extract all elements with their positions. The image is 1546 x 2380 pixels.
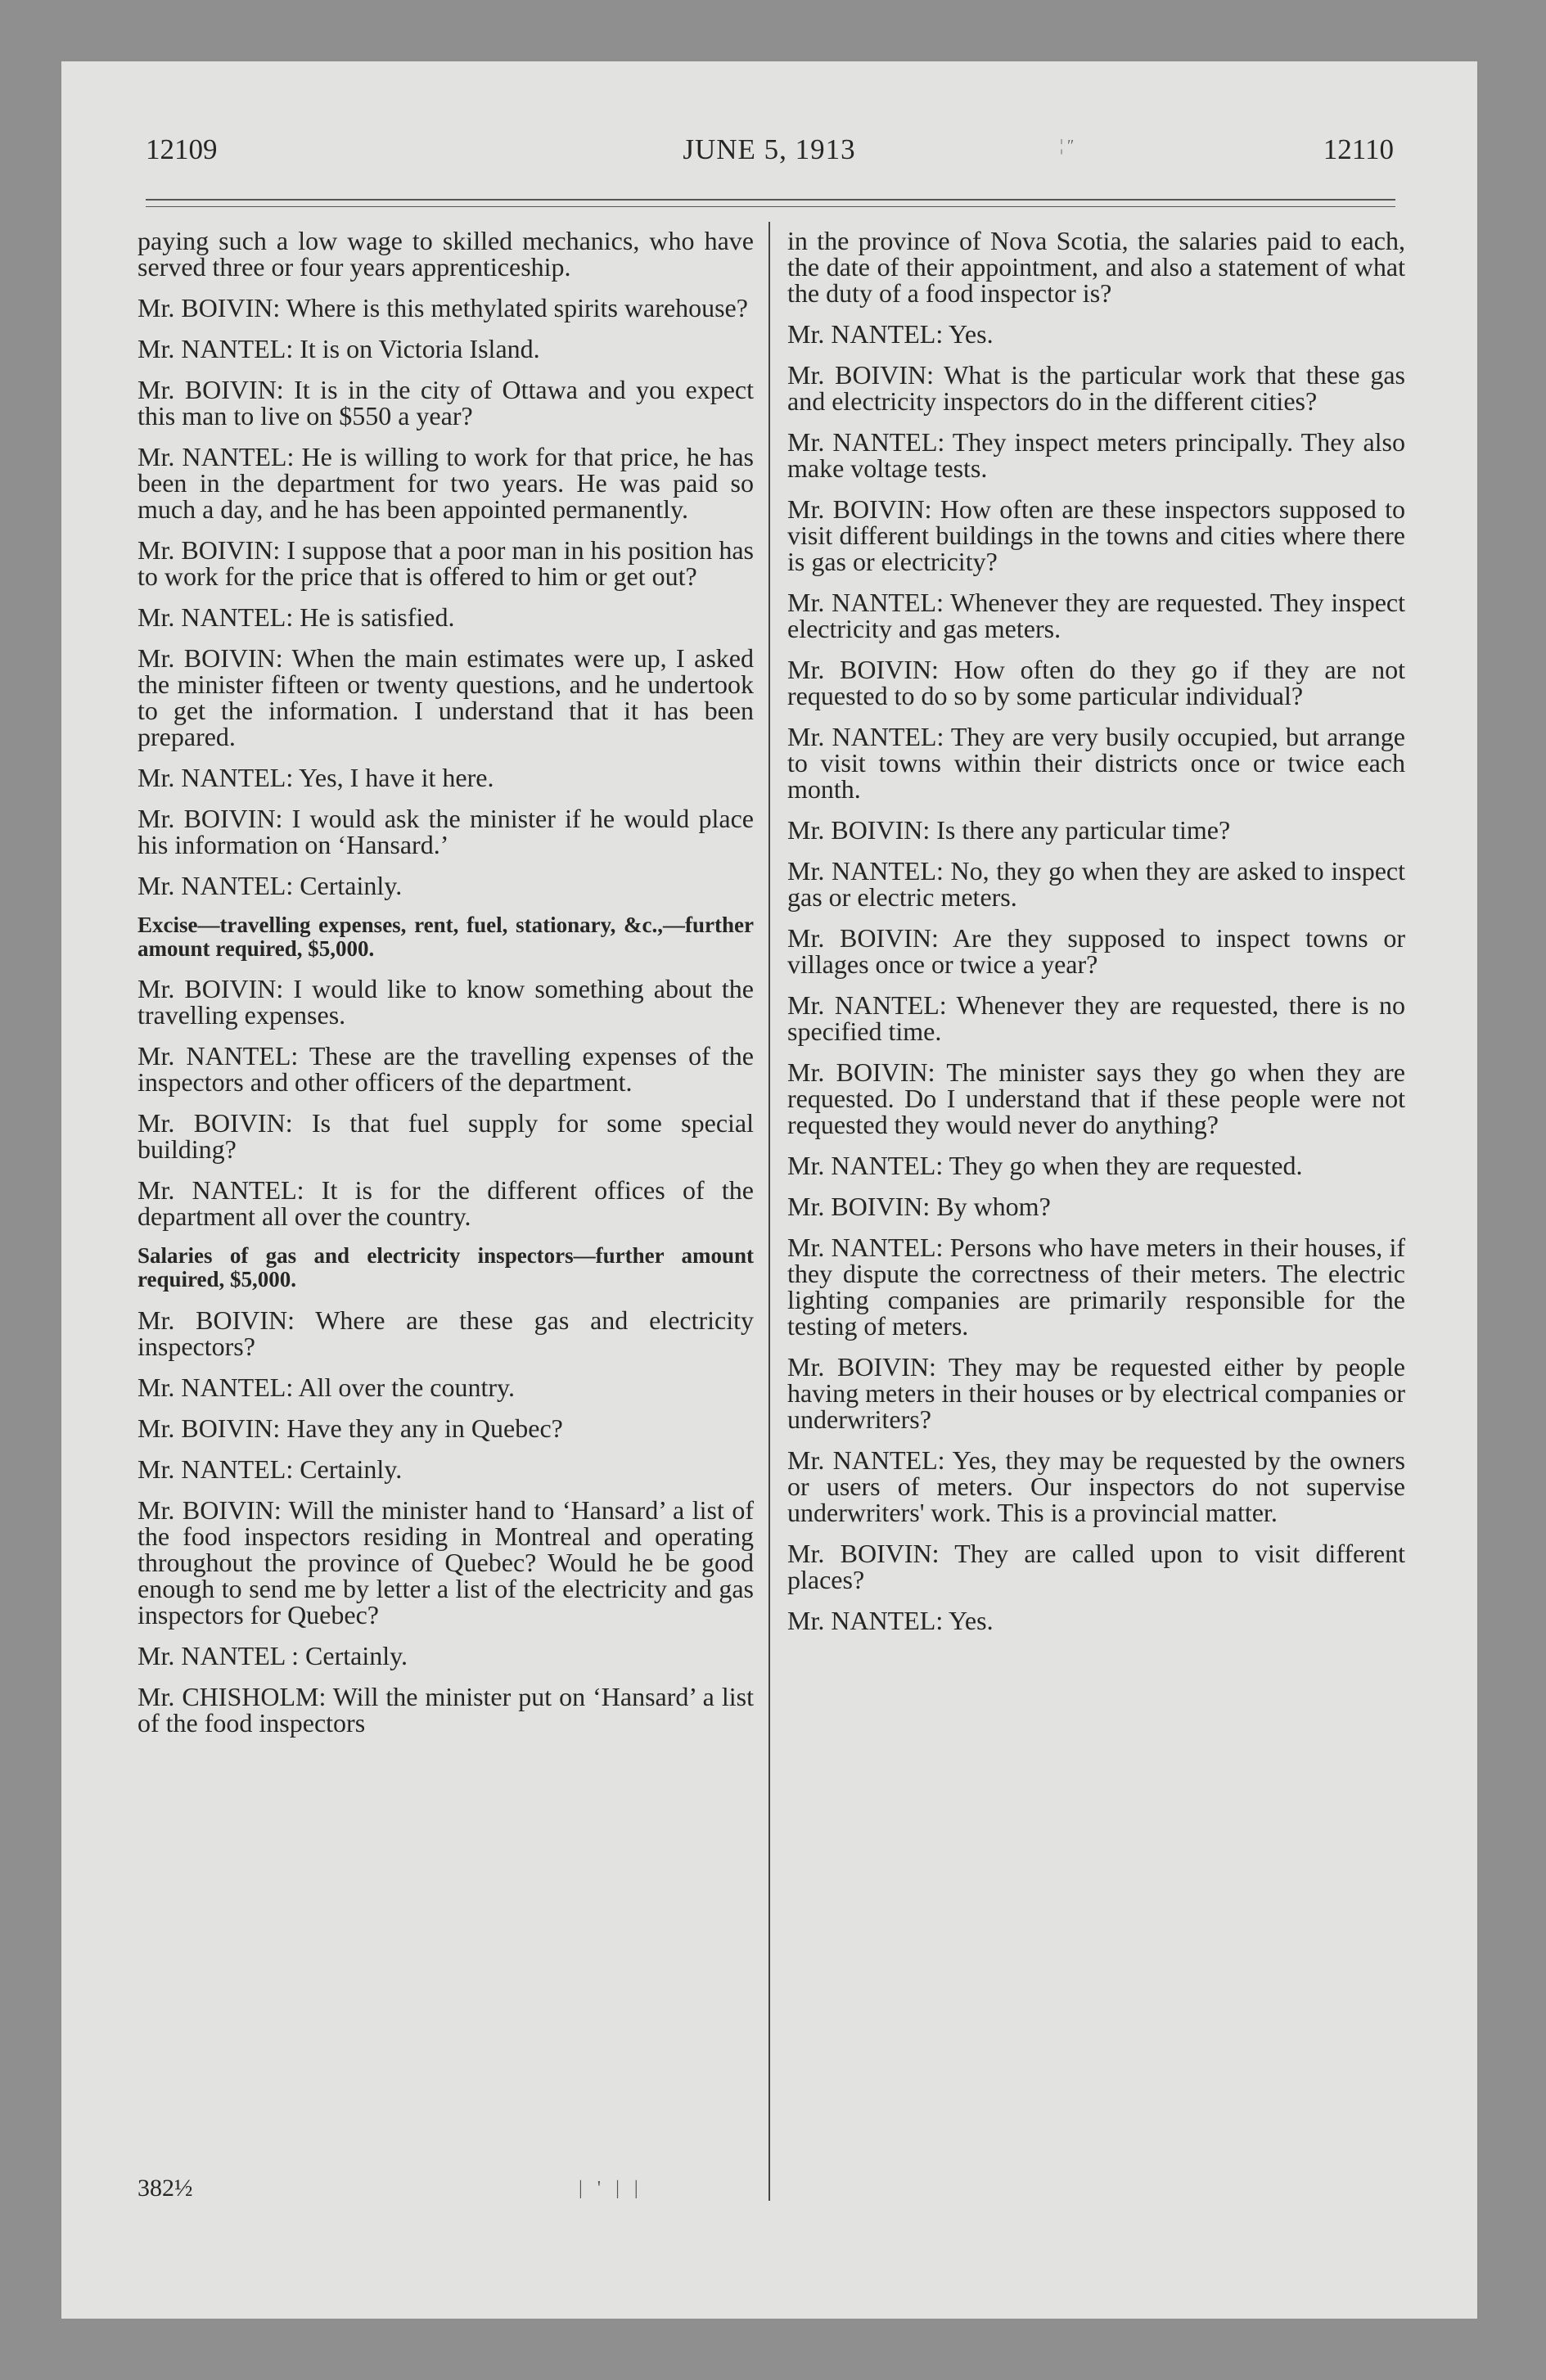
speech-paragraph: Mr. BOIVIN: What is the particular work that these gas and electricity inspectors do in the different cities? <box>787 360 1405 416</box>
speech-paragraph: Mr. NANTEL: They are very busily occupied, but arrange to visit towns within their districts once or twice each month. <box>787 722 1405 804</box>
speech-paragraph: Mr. NANTEL: Yes, I have it here. <box>137 763 494 792</box>
speech-paragraph: Mr. BOIVIN: Is there any particular time? <box>787 815 1231 845</box>
speech-paragraph: Mr. NANTEL: Certainly. <box>137 1454 403 1484</box>
speech-paragraph: Mr. NANTEL: Yes. <box>787 1606 994 1635</box>
speech-paragraph: Mr. NANTEL : Certainly. <box>137 1640 408 1670</box>
page-header <box>61 133 1477 183</box>
speech-paragraph: Mr. BOIVIN: They may be requested either by people having meters in their houses or by electrical companies or underwriters? <box>787 1352 1405 1434</box>
speech-paragraph: Mr. NANTEL: All over the country. <box>137 1372 515 1402</box>
speech-paragraph: Mr. NANTEL: He is willing to work for that price, he has been in the department for two years. He was paid so much a day, and he has been appointed permanently. <box>137 442 754 524</box>
speech-paragraph: Mr. BOIVIN: How often do they go if they are not requested to do so by some particular individual? <box>787 655 1405 710</box>
page-date: JUNE 5, 1913 <box>683 133 856 165</box>
speech-paragraph: Mr. BOIVIN: I would ask the minister if he would place his information on ‘Hansard.’ <box>137 804 754 859</box>
speech-paragraph: Mr. BOIVIN: When the main estimates were up, I asked the minister fifteen or twenty questions, and he undertook to get the information. I understand that it has been prepared. <box>137 643 754 751</box>
item-heading: Salaries of gas and electricity inspectors—further amount required, $5,000. <box>137 1243 754 1292</box>
speech-paragraph: Mr. NANTEL: Whenever they are requested. They inspect electricity and gas meters. <box>787 588 1405 643</box>
signature-mark: 382½ <box>137 2175 193 2202</box>
speech-paragraph: Mr. BOIVIN: Will the minister hand to ‘Hansard’ a list of the food inspectors residing in Montreal and operating throughout the province of Quebec? Would he be good enough to send me by letter a list of the electricity and gas inspectors for Quebec? <box>137 1494 754 1629</box>
speech-paragraph: Mr. NANTEL: Yes. <box>787 319 994 349</box>
speech-paragraph: Mr. BOIVIN: By whom? <box>787 1192 1051 1221</box>
speech-paragraph: Mr. BOIVIN: Where are these gas and electricity inspectors? <box>137 1305 754 1361</box>
speech-paragraph: Mr. BOIVIN: Have they any in Quebec? <box>137 1413 563 1443</box>
speech-paragraph: Mr. NANTEL: Certainly. <box>137 871 403 900</box>
speech-paragraph: Mr. NANTEL: Persons who have meters in their houses, if they dispute the correctness of their meters. The electric lighting companies are primarily responsible for the testing of meters. <box>787 1233 1405 1341</box>
speech-paragraph: Mr. NANTEL: No, they go when they are asked to inspect gas or electric meters. <box>787 856 1405 912</box>
speech-paragraph: Mr. BOIVIN: I would like to know something about the travelling expenses. <box>137 974 754 1030</box>
right-column <box>787 228 1405 1648</box>
speech-paragraph: Mr. NANTEL: It is on Victoria Island. <box>137 334 540 363</box>
footer-marks: | ' | | <box>579 2178 643 2199</box>
speech-paragraph: in the province of Nova Scotia, the salaries paid to each, the date of their appointment, and also a statement of what the duty of a food inspector is? <box>787 226 1405 308</box>
speech-paragraph: Mr. NANTEL: Yes, they may be requested by the owners or users of meters. Our inspectors do not supervise underwriters' work. This is a provincial matter. <box>787 1445 1405 1527</box>
speech-paragraph: Mr. BOIVIN: Where is this methylated spirits warehouse? <box>137 293 748 322</box>
speech-paragraph: Mr. BOIVIN: The minister says they go when they are requested. Do I understand that if these people were not requested they would never do anything? <box>787 1057 1405 1139</box>
speech-paragraph: Mr. BOIVIN: They are called upon to visit different places? <box>787 1539 1405 1594</box>
speech-paragraph: Mr. CHISHOLM: Will the minister put on ‘Hansard’ a list of the food inspectors <box>137 1681 754 1738</box>
document-page <box>61 61 1477 2319</box>
column-divider <box>768 222 770 2201</box>
speech-paragraph: Mr. BOIVIN: It is in the city of Ottawa and you expect this man to live on $550 a year? <box>137 375 754 430</box>
speech-paragraph: Mr. NANTEL: These are the travelling expenses of the inspectors and other officers of the department. <box>137 1041 754 1098</box>
header-marks: ¦ ″ <box>1060 137 1075 155</box>
left-column <box>137 228 754 1751</box>
speech-paragraph: Mr. BOIVIN: Is that fuel supply for some special building? <box>137 1108 754 1165</box>
speech-paragraph: Mr. NANTEL: They go when they are requested. <box>787 1151 1303 1180</box>
header-rule-thin <box>146 206 1395 207</box>
speech-paragraph: Mr. NANTEL: It is for the different offices of the department all over the country. <box>137 1175 754 1232</box>
speech-paragraph: Mr. BOIVIN: Are they supposed to inspect towns or villages once or twice a year? <box>787 923 1405 979</box>
speech-paragraph: Mr. BOIVIN: I suppose that a poor man in his position has to work for the price that is offered to him or get out? <box>137 535 754 591</box>
speech-paragraph: Mr. NANTEL: Whenever they are requested, there is no specified time. <box>787 990 1405 1046</box>
page-number-left: 12109 <box>146 133 218 165</box>
header-rule <box>146 199 1395 201</box>
item-heading: Excise—travelling expenses, rent, fuel, stationary, &c.,—further amount required, $5,000. <box>137 913 754 962</box>
speech-paragraph: paying such a low wage to skilled mechanics, who have served three or four years apprenticeship. <box>137 226 754 282</box>
speech-paragraph: Mr. NANTEL: They inspect meters principally. They also make voltage tests. <box>787 427 1405 483</box>
page-number-right: 12110 <box>1323 133 1394 165</box>
speech-paragraph: Mr. BOIVIN: How often are these inspectors supposed to visit different buildings in the towns and cities where there is gas or electricity? <box>787 494 1405 576</box>
speech-paragraph: Mr. NANTEL: He is satisfied. <box>137 602 455 632</box>
